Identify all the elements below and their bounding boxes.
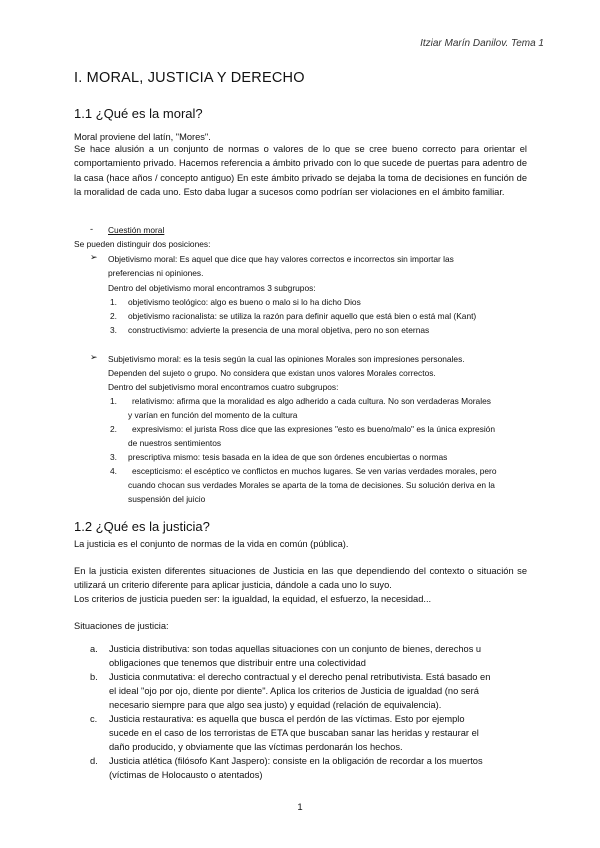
section-heading-moral: 1.1 ¿Qué es la moral? [74, 106, 203, 121]
list-text: Dependen del sujeto o grupo. No considera que existan unos valores Morales correctos. [108, 368, 436, 378]
list-item: relativismo: afirma que la moralidad es algo adherido a cada cultura. No son verdaderas Morales [132, 396, 491, 406]
list-letter: c. [90, 714, 98, 724]
paragraph: Se hace alusión a un conjunto de normas o valores de lo que se cree bueno correcto para orientar el comportamiento privado. Hacemos referencia a ámbito privado con lo que sucede de puertas para adentro de la casa (hace años / concepto antiguo) En este ámbito privado se dejaba la toma de decisiones en función de la moralidad de cada uno. Esto daba lugar a sucesos como podrían ser violaciones en el ámbito familiar. [74, 144, 527, 197]
page-title: I. MORAL, JUSTICIA Y DERECHO [74, 70, 305, 86]
list-number: 2. [110, 424, 117, 434]
list-text: Subjetivismo moral: es la tesis según la cual las opiniones Morales son impresiones personales. [108, 354, 465, 364]
list-item: prescriptiva mismo: tesis basada en la idea de que son órdenes encubiertas o normas [128, 452, 448, 462]
list-item: de nuestros sentimientos [128, 438, 222, 448]
list-item: obligaciones que tenemos que distribuir entre una colectividad [109, 658, 366, 668]
list-text: preferencias ni opiniones. [108, 268, 204, 278]
paragraph: La justicia es el conjunto de normas de la vida en común (pública). [74, 539, 349, 549]
list-number: 4. [110, 466, 117, 476]
list-number: 1. [110, 396, 117, 406]
paragraph: Situaciones de justicia: [74, 621, 169, 631]
arrow-bullet-icon: ➢ [90, 352, 98, 362]
list-letter: d. [90, 756, 98, 766]
paragraph: En la justicia existen diferentes situaciones de Justicia en las que dependiendo del contexto o situación se utilizará un criterio diferente para aplicar justicia, dándole a cada uno lo suyo. [74, 566, 527, 591]
list-item: cuando chocan sus verdades Morales se aparta de la toma de decisiones. Su solución deriva en la [128, 480, 495, 490]
list-item: Justicia distributiva: son todas aquellas situaciones con un conjunto de bienes, derechos u [109, 644, 482, 654]
section-heading-justicia: 1.2 ¿Qué es la justicia? [74, 519, 210, 534]
bullet-label: Cuestión moral [108, 225, 165, 235]
list-number: 2. [110, 311, 117, 321]
list-item: Justicia restaurativa: es aquella que busca el perdón de las víctimas. Esto por ejemplo [109, 714, 465, 724]
list-number: 3. [110, 325, 117, 335]
list-letter: a. [90, 644, 98, 654]
list-item: suspensión del juicio [128, 494, 206, 504]
page-header: Itziar Marín Danilov. Tema 1 [420, 38, 544, 49]
bullet-dash: - [90, 224, 94, 234]
list-number: 1. [110, 297, 117, 307]
list-item: sucede en el caso de los terroristas de ETA que buscaban sanar las heridas y restaurar el [109, 728, 479, 738]
list-item: objetivismo racionalista: se utiliza la razón para definir aquello que está bien o está mal (Kant) [128, 311, 477, 321]
arrow-bullet-icon: ➢ [90, 252, 98, 262]
page-number: 1 [297, 802, 303, 813]
list-item: y varían en función del momento de la cultura [128, 410, 298, 420]
list-item: constructivismo: advierte la presencia de una moral objetiva, pero no son eternas [128, 325, 430, 335]
list-item: Justicia atlética (filósofo Kant Jaspero): consiste en la obligación de recordar a los muertos [109, 756, 483, 766]
list-text: Objetivismo moral: Es aquel que dice que hay valores correctos e incorrectos sin importar las [108, 254, 454, 264]
list-item: objetivismo teológico: algo es bueno o malo si lo ha dicho Dios [128, 297, 361, 307]
list-text: Dentro del subjetivismo moral encontramos cuatro subgrupos: [108, 382, 339, 392]
list-number: 3. [110, 452, 117, 462]
list-letter: b. [90, 672, 98, 682]
list-text: Dentro del objetivismo moral encontramos 3 subgrupos: [108, 283, 316, 293]
list-item: necesario siempre para que algo sea justo) y equidad (relación de equivalencia). [109, 700, 442, 710]
list-item: Justicia conmutativa: el derecho contractual y el derecho penal retributivista. Está basado en [109, 672, 491, 682]
paragraph: Los criterios de justicia pueden ser: la igualdad, la equidad, el esfuerzo, la necesidad... [74, 594, 432, 604]
list-item: escepticismo: el escéptico ve conflictos en muchos lugares. Se ven varias verdades morales, pero [132, 466, 497, 476]
list-item: daño producido, y obviamente que las víctimas perdonarán los hechos. [109, 742, 403, 752]
paragraph: Moral proviene del latín, "Mores". [74, 132, 211, 142]
list-item: el ideal "ojo por ojo, diente por diente". Aplica los criterios de Justicia de igualdad (no será [109, 686, 479, 696]
list-item: (víctimas de Holocausto o atentados) [109, 770, 263, 780]
list-item: expresivismo: el jurista Ross dice que las expresiones "esto es bueno/malo" es la única expresión [132, 424, 495, 434]
paragraph: Se pueden distinguir dos posiciones: [74, 239, 211, 249]
